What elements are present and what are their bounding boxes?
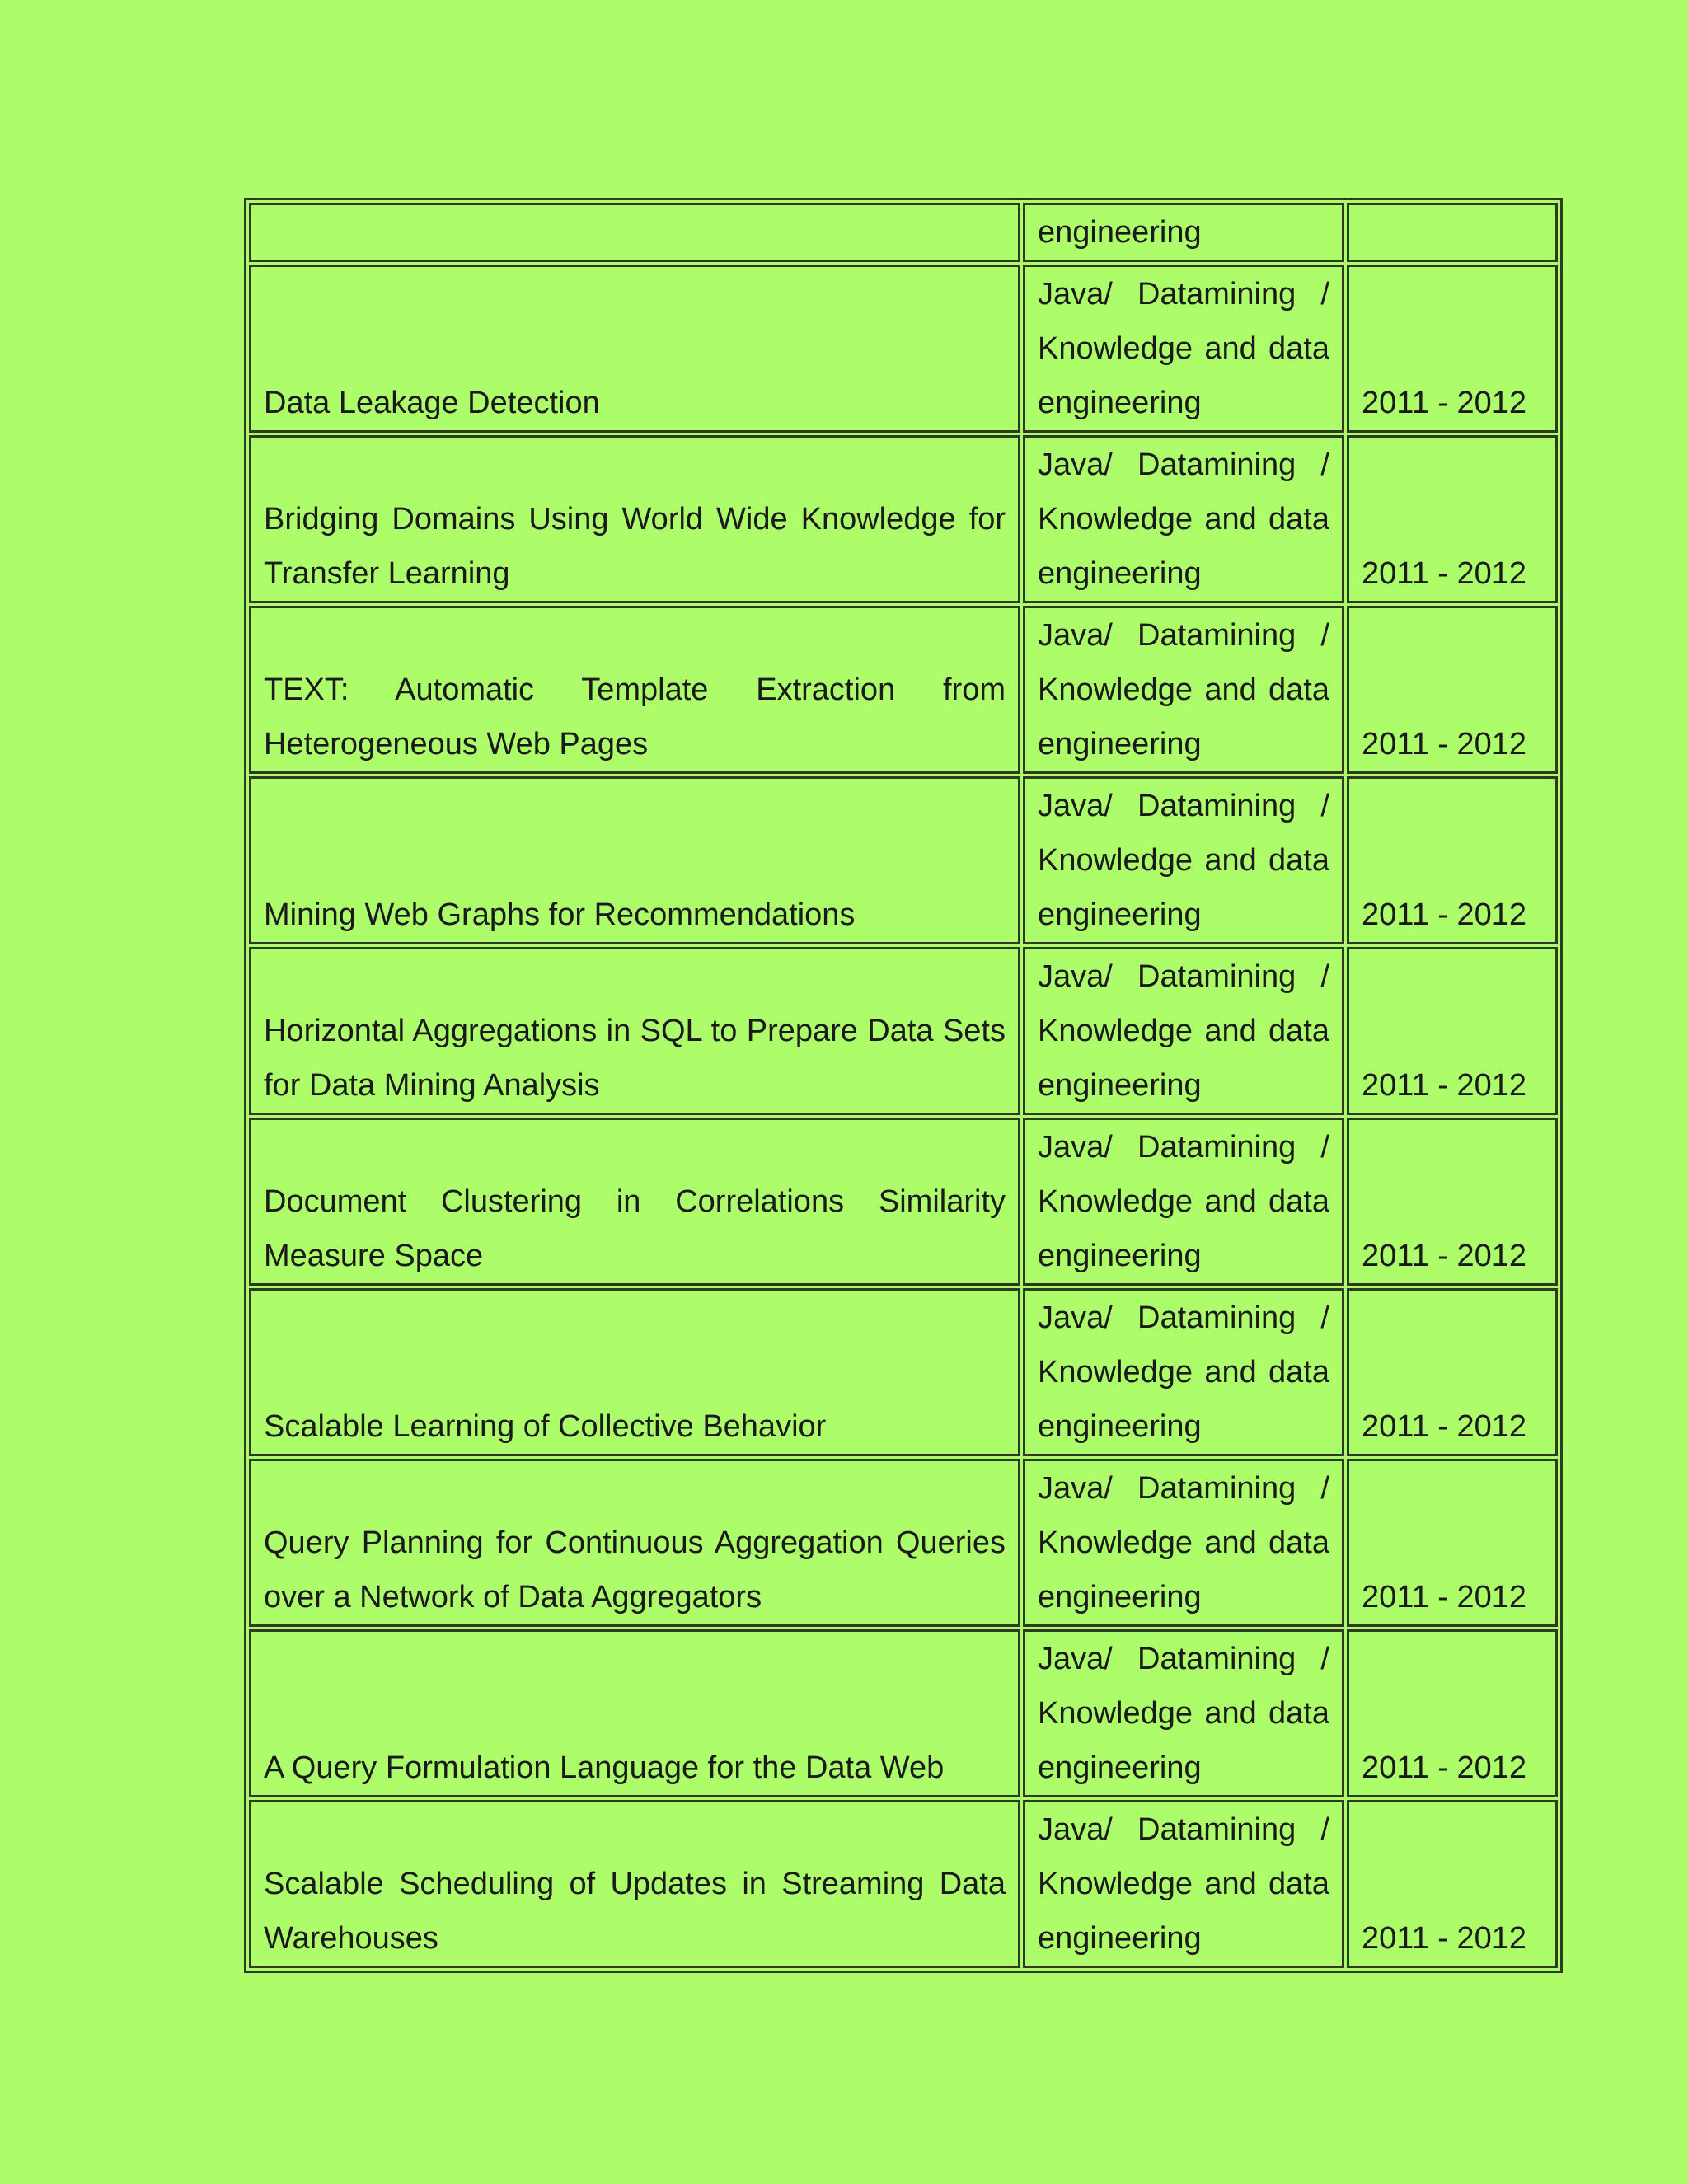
technology-cell [1023, 1800, 1344, 1968]
technology-line: Java/ Datamining / [1038, 1301, 1329, 1335]
table-row [249, 435, 1558, 603]
technology-line: engineering [1038, 556, 1202, 591]
technology-cell [1023, 606, 1344, 774]
technology-line: Knowledge and data [1038, 1867, 1329, 1901]
year-cell: 2011 - 2012 [1347, 606, 1558, 774]
technology-line: Knowledge and data [1038, 1184, 1329, 1219]
year-cell: 2011 - 2012 [1347, 1118, 1558, 1286]
title-cell: Scalable Learning of Collective Behavior [249, 1288, 1020, 1456]
technology-line: engineering [1038, 1409, 1202, 1444]
year-cell [1347, 203, 1558, 262]
technology-line: engineering [1038, 386, 1202, 420]
table-row [249, 265, 1558, 433]
table-row [249, 1288, 1558, 1456]
year-cell: 2011 - 2012 [1347, 1459, 1558, 1627]
technology-line: Knowledge and data [1038, 843, 1329, 878]
title-cell: Document Clustering in Correlations Similarity Measure Space [249, 1118, 1020, 1286]
technology-cell [1023, 1629, 1344, 1797]
year-cell: 2011 - 2012 [1347, 265, 1558, 433]
technology-cell [1023, 265, 1344, 433]
technology-line: Java/ Datamining / [1038, 448, 1329, 482]
table-row [249, 1800, 1558, 1968]
technology-line: engineering [1038, 898, 1202, 932]
year-cell: 2011 - 2012 [1347, 1800, 1558, 1968]
table-row-continuation [249, 203, 1558, 262]
technology-line: engineering [1038, 1921, 1202, 1956]
table-row [249, 1629, 1558, 1797]
title-cell [249, 203, 1020, 262]
technology-line: engineering [1038, 1068, 1202, 1103]
table-row [249, 1459, 1558, 1627]
technology-line: Java/ Datamining / [1038, 1471, 1329, 1506]
table-row [249, 947, 1558, 1115]
year-cell: 2011 - 2012 [1347, 435, 1558, 603]
technology-line: engineering [1038, 727, 1202, 762]
technology-line: engineering [1038, 1580, 1202, 1615]
technology-line: Java/ Datamining / [1038, 1642, 1329, 1676]
technology-line: Java/ Datamining / [1038, 618, 1329, 653]
title-cell: Horizontal Aggregations in SQL to Prepare Data Sets for Data Mining Analysis [249, 947, 1020, 1115]
technology-line: Java/ Datamining / [1038, 789, 1329, 823]
technology-cell [1023, 1118, 1344, 1286]
technology-line: Knowledge and data [1038, 1355, 1329, 1390]
title-cell: Data Leakage Detection [249, 265, 1020, 433]
title-cell: A Query Formulation Language for the Data Web [249, 1629, 1020, 1797]
technology-cell [1023, 203, 1344, 262]
table-row [249, 606, 1558, 774]
table-row [249, 776, 1558, 944]
technology-cell [1023, 776, 1344, 944]
technology-line: engineering [1038, 1239, 1202, 1273]
technology-cell [1023, 1459, 1344, 1627]
technology-line: engineering [1038, 215, 1202, 250]
technology-line: Java/ Datamining / [1038, 959, 1329, 994]
year-cell: 2011 - 2012 [1347, 1288, 1558, 1456]
table-row [249, 1118, 1558, 1286]
technology-line: Knowledge and data [1038, 1014, 1329, 1048]
projects-table [244, 198, 1563, 1973]
title-cell: Bridging Domains Using World Wide Knowledge for Transfer Learning [249, 435, 1020, 603]
technology-cell [1023, 947, 1344, 1115]
title-cell: TEXT: Automatic Template Extraction from Heterogeneous Web Pages [249, 606, 1020, 774]
technology-line: Java/ Datamining / [1038, 1812, 1329, 1847]
technology-line: Java/ Datamining / [1038, 1130, 1329, 1165]
technology-line: Java/ Datamining / [1038, 277, 1329, 312]
technology-line: Knowledge and data [1038, 1526, 1329, 1560]
title-cell: Mining Web Graphs for Recommendations [249, 776, 1020, 944]
technology-cell [1023, 1288, 1344, 1456]
technology-cell [1023, 435, 1344, 603]
projects-table-body [249, 203, 1558, 1968]
technology-line: engineering [1038, 1750, 1202, 1785]
year-cell: 2011 - 2012 [1347, 1629, 1558, 1797]
title-cell: Scalable Scheduling of Updates in Streaming Data Warehouses [249, 1800, 1020, 1968]
technology-line: Knowledge and data [1038, 331, 1329, 366]
title-cell: Query Planning for Continuous Aggregation Queries over a Network of Data Aggregators [249, 1459, 1020, 1627]
technology-line: Knowledge and data [1038, 1696, 1329, 1731]
technology-line: Knowledge and data [1038, 673, 1329, 707]
technology-line: Knowledge and data [1038, 502, 1329, 537]
year-cell: 2011 - 2012 [1347, 776, 1558, 944]
year-cell: 2011 - 2012 [1347, 947, 1558, 1115]
